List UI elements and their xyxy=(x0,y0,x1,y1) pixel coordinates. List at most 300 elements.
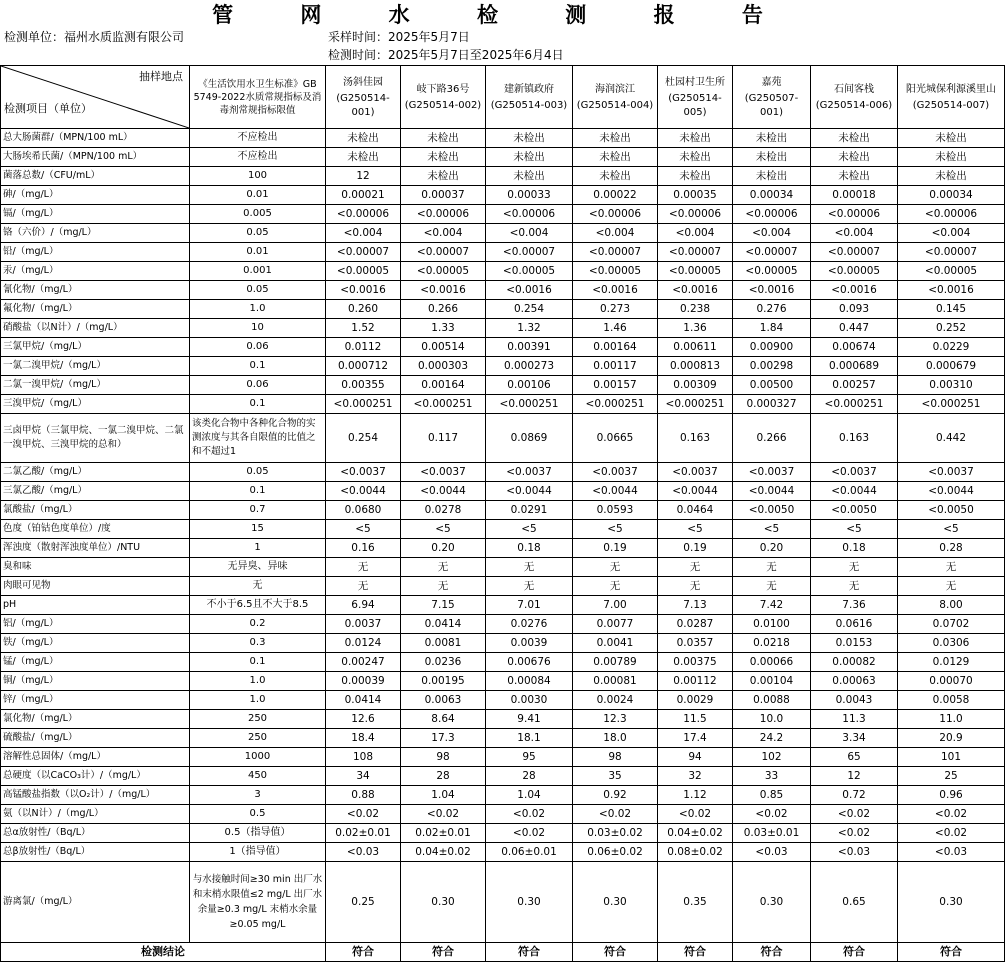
test-item: 氯酸盐/（mg/L） xyxy=(1,501,190,520)
result-value: 0.00257 xyxy=(811,376,898,395)
result-value: 7.13 xyxy=(658,596,733,615)
test-item: 汞/（mg/L） xyxy=(1,262,190,281)
report-title: 管 网 水 检 测 报 告 xyxy=(212,3,793,27)
result-value: 0.00112 xyxy=(658,672,733,691)
result-value: 0.0278 xyxy=(401,501,486,520)
result-value: 0.00309 xyxy=(658,376,733,395)
corner-top-label: 抽样地点 xyxy=(139,70,183,83)
site-header xyxy=(898,66,1005,129)
result-value: 0.00035 xyxy=(658,186,733,205)
result-value: <0.000251 xyxy=(573,395,658,414)
result-value: 0.00081 xyxy=(573,672,658,691)
test-item: 肉眼可见物 xyxy=(1,577,190,596)
result-value: 6.94 xyxy=(326,596,401,615)
result-value: 0.04±0.02 xyxy=(401,843,486,862)
result-value: <0.0037 xyxy=(326,463,401,482)
result-value: 1.46 xyxy=(573,319,658,338)
result-value: <0.03 xyxy=(898,843,1005,862)
result-value: 0.254 xyxy=(486,300,573,319)
result-value: 未检出 xyxy=(658,148,733,167)
result-value: <0.000251 xyxy=(658,395,733,414)
result-value: 0.00033 xyxy=(486,186,573,205)
result-value: 8.64 xyxy=(401,710,486,729)
site-name: 杜园村卫生所 xyxy=(665,77,725,88)
result-value: 未检出 xyxy=(401,167,486,186)
result-value: <0.000251 xyxy=(811,395,898,414)
conclusion-value: 符合 xyxy=(898,943,1005,962)
corner-bottom-label: 检测项目（单位） xyxy=(4,102,92,115)
standard-limit: 1.0 xyxy=(190,691,326,710)
result-value: 未检出 xyxy=(811,148,898,167)
result-value: 0.0593 xyxy=(573,501,658,520)
result-value: <0.004 xyxy=(573,224,658,243)
result-value: <0.0016 xyxy=(326,281,401,300)
result-value: <5 xyxy=(401,520,486,539)
test-item: 三氯乙酸/（mg/L） xyxy=(1,482,190,501)
result-value: <0.00006 xyxy=(573,205,658,224)
standard-limit: 0.005 xyxy=(190,205,326,224)
table-row xyxy=(1,148,1005,167)
result-value: 0.0037 xyxy=(326,615,401,634)
result-value: 0.18 xyxy=(811,539,898,558)
result-value: <0.004 xyxy=(733,224,811,243)
result-value: <0.0016 xyxy=(486,281,573,300)
result-value: 无 xyxy=(898,558,1005,577)
result-value: 0.00104 xyxy=(733,672,811,691)
result-value: <0.0037 xyxy=(658,463,733,482)
standard-limit: 0.1 xyxy=(190,653,326,672)
result-value: 0.0029 xyxy=(658,691,733,710)
result-value: <0.0016 xyxy=(898,281,1005,300)
result-value: 0.266 xyxy=(401,300,486,319)
standard-limit: 10 xyxy=(190,319,326,338)
site-name: 建新镇政府 xyxy=(504,84,554,95)
test-item: 总α放射性/（Bq/L） xyxy=(1,824,190,843)
table-row xyxy=(1,376,1005,395)
result-value: 0.0153 xyxy=(811,634,898,653)
site-name: 石间客栈 xyxy=(834,84,874,95)
result-value: 12 xyxy=(811,767,898,786)
result-value: 0.442 xyxy=(898,414,1005,463)
result-value: <0.00007 xyxy=(573,243,658,262)
standard-limit: 1 xyxy=(190,539,326,558)
table-row xyxy=(1,729,1005,748)
result-value: 0.00676 xyxy=(486,653,573,672)
test-item: 总硬度（以CaCO₃计）/（mg/L） xyxy=(1,767,190,786)
table-row xyxy=(1,395,1005,414)
result-value: 28 xyxy=(401,767,486,786)
result-value: <0.0016 xyxy=(573,281,658,300)
result-value: 0.65 xyxy=(811,862,898,943)
result-value: 32 xyxy=(658,767,733,786)
result-value: <0.00005 xyxy=(573,262,658,281)
standard-limit: 0.06 xyxy=(190,376,326,395)
result-value: 未检出 xyxy=(733,148,811,167)
result-value: 12.6 xyxy=(326,710,401,729)
result-value: 0.30 xyxy=(733,862,811,943)
result-value: <0.004 xyxy=(811,224,898,243)
result-value: <0.02 xyxy=(811,824,898,843)
result-value: 0.20 xyxy=(401,539,486,558)
result-value: 0.00355 xyxy=(326,376,401,395)
result-value: 0.0414 xyxy=(326,691,401,710)
table-row xyxy=(1,501,1005,520)
site-code: (G250514-005) xyxy=(668,93,722,118)
result-value: 0.252 xyxy=(898,319,1005,338)
test-item: 大肠埃希氏菌/（MPN/100 mL） xyxy=(1,148,190,167)
result-value: 0.00034 xyxy=(898,186,1005,205)
site-code: (G250514-006) xyxy=(815,100,893,111)
result-value: 未检出 xyxy=(898,167,1005,186)
result-value: 0.85 xyxy=(733,786,811,805)
standard-limit: 0.001 xyxy=(190,262,326,281)
result-value: 0.273 xyxy=(573,300,658,319)
result-value: 0.00039 xyxy=(326,672,401,691)
table-row xyxy=(1,691,1005,710)
result-value: <0.0044 xyxy=(573,482,658,501)
conclusion-value: 符合 xyxy=(326,943,401,962)
result-value: 0.163 xyxy=(658,414,733,463)
site-name: 阳光城保利源溪里山 xyxy=(906,84,996,95)
result-value: 未检出 xyxy=(658,129,733,148)
standard-limit: 0.1 xyxy=(190,357,326,376)
standard-limit: 0.5 xyxy=(190,805,326,824)
result-value: 未检出 xyxy=(326,148,401,167)
result-value: 未检出 xyxy=(733,129,811,148)
result-value: <0.02 xyxy=(486,824,573,843)
table-row xyxy=(1,482,1005,501)
result-value: 未检出 xyxy=(401,148,486,167)
result-value: 0.30 xyxy=(898,862,1005,943)
result-value: <0.00005 xyxy=(401,262,486,281)
result-value: 1.32 xyxy=(486,319,573,338)
table-row xyxy=(1,463,1005,482)
test-item: 镉/（mg/L） xyxy=(1,205,190,224)
test-item: 三溴甲烷/（mg/L） xyxy=(1,395,190,414)
result-value: 无 xyxy=(811,558,898,577)
result-value: <0.0044 xyxy=(401,482,486,501)
site-header xyxy=(401,66,486,129)
result-value: 0.0229 xyxy=(898,338,1005,357)
test-item: 二氯一溴甲烷/（mg/L） xyxy=(1,376,190,395)
result-value: 0.00391 xyxy=(486,338,573,357)
result-value: <0.02 xyxy=(811,805,898,824)
result-value: <0.00007 xyxy=(811,243,898,262)
table-row xyxy=(1,653,1005,672)
standard-limit: 100 xyxy=(190,167,326,186)
table-row xyxy=(1,596,1005,615)
test-item: 铝/（mg/L） xyxy=(1,615,190,634)
standard-limit: 0.06 xyxy=(190,338,326,357)
test-item: 锌/（mg/L） xyxy=(1,691,190,710)
standard-limit: 0.05 xyxy=(190,224,326,243)
table-row xyxy=(1,615,1005,634)
result-value: <0.02 xyxy=(401,805,486,824)
result-value: 无 xyxy=(811,577,898,596)
result-value: 0.00066 xyxy=(733,653,811,672)
conclusion-value: 符合 xyxy=(733,943,811,962)
result-value: 0.96 xyxy=(898,786,1005,805)
result-value: 0.00310 xyxy=(898,376,1005,395)
result-value: <0.02 xyxy=(733,805,811,824)
table-row xyxy=(1,634,1005,653)
test-item: 氨（以N计）/（mg/L） xyxy=(1,805,190,824)
result-value: <5 xyxy=(573,520,658,539)
result-value: 35 xyxy=(573,767,658,786)
standard-limit: 该类化合物中各种化合物的实测浓度与其各自限值的比值之和不超过1 xyxy=(190,414,326,463)
standard-limit: 1.0 xyxy=(190,672,326,691)
table-row xyxy=(1,843,1005,862)
result-value: 0.00298 xyxy=(733,357,811,376)
site-header xyxy=(811,66,898,129)
testing-time: 检测时间：2025年5月7日至2025年6月4日 xyxy=(328,48,564,62)
result-value: <0.00007 xyxy=(326,243,401,262)
result-value: 无 xyxy=(733,558,811,577)
result-value: 0.0276 xyxy=(486,615,573,634)
result-value: 0.0616 xyxy=(811,615,898,634)
test-item: 硝酸盐（以N计）/（mg/L） xyxy=(1,319,190,338)
result-value: <0.000251 xyxy=(898,395,1005,414)
standard-limit: 0.7 xyxy=(190,501,326,520)
result-value: <0.00006 xyxy=(326,205,401,224)
result-value: 18.0 xyxy=(573,729,658,748)
table-row xyxy=(1,767,1005,786)
standard-limit: 0.1 xyxy=(190,482,326,501)
result-value: 0.00084 xyxy=(486,672,573,691)
result-value: 7.15 xyxy=(401,596,486,615)
result-value: 11.3 xyxy=(811,710,898,729)
result-value: 0.00164 xyxy=(401,376,486,395)
result-value: 未检出 xyxy=(401,129,486,148)
result-value: 0.000327 xyxy=(733,395,811,414)
result-value: 0.0124 xyxy=(326,634,401,653)
result-value: 0.0129 xyxy=(898,653,1005,672)
test-item: 铁/（mg/L） xyxy=(1,634,190,653)
result-value: <0.0037 xyxy=(573,463,658,482)
test-item: 锰/（mg/L） xyxy=(1,653,190,672)
table-row xyxy=(1,862,1005,943)
test-item: 总大肠菌群/（MPN/100 mL） xyxy=(1,129,190,148)
result-value: 未检出 xyxy=(573,148,658,167)
result-value: 28 xyxy=(486,767,573,786)
result-value: <0.02 xyxy=(573,805,658,824)
result-value: 0.72 xyxy=(811,786,898,805)
result-value: 12 xyxy=(326,167,401,186)
result-value: 0.00514 xyxy=(401,338,486,357)
result-value: 0.0043 xyxy=(811,691,898,710)
result-value: 1.12 xyxy=(658,786,733,805)
result-value: 0.117 xyxy=(401,414,486,463)
result-value: 1.04 xyxy=(486,786,573,805)
result-value: 7.42 xyxy=(733,596,811,615)
result-value: 0.30 xyxy=(401,862,486,943)
result-value: 无 xyxy=(326,558,401,577)
result-value: 0.00022 xyxy=(573,186,658,205)
result-value: 108 xyxy=(326,748,401,767)
site-code: (G250514-001) xyxy=(336,93,390,118)
result-value: 11.0 xyxy=(898,710,1005,729)
result-value: <0.03 xyxy=(326,843,401,862)
standard-limit: 不应检出 xyxy=(190,148,326,167)
result-value: 0.0088 xyxy=(733,691,811,710)
site-code: (G250514-002) xyxy=(404,100,482,111)
table-row xyxy=(1,319,1005,338)
standard-limit: 与水接触时间≥30 min 出厂水和末梢水限值≤2 mg/L 出厂水余量≥0.3 mg/L 末梢水余量≥0.05 mg/L xyxy=(190,862,326,943)
test-item: pH xyxy=(1,596,190,615)
result-value: <0.00005 xyxy=(898,262,1005,281)
result-value: 无 xyxy=(658,577,733,596)
result-value: 0.447 xyxy=(811,319,898,338)
standard-limit: 1（指导值） xyxy=(190,843,326,862)
result-value: 1.36 xyxy=(658,319,733,338)
result-value: 未检出 xyxy=(486,167,573,186)
result-value: <0.0044 xyxy=(486,482,573,501)
result-value: 无 xyxy=(401,558,486,577)
result-value: 0.03±0.02 xyxy=(573,824,658,843)
standard-header: 《生活饮用水卫生标准》GB 5749-2022水质常规指标及消毒剂常规指标限值 xyxy=(190,66,326,129)
result-value: <0.00006 xyxy=(658,205,733,224)
test-item: 总β放射性/（Bq/L） xyxy=(1,843,190,862)
report-table xyxy=(0,65,1005,962)
result-value: 未检出 xyxy=(658,167,733,186)
result-value: <0.00006 xyxy=(401,205,486,224)
result-value: 0.0081 xyxy=(401,634,486,653)
conclusion-value: 符合 xyxy=(401,943,486,962)
result-value: 未检出 xyxy=(573,129,658,148)
result-value: <0.0050 xyxy=(811,501,898,520)
result-value: <0.0044 xyxy=(898,482,1005,501)
result-value: 11.5 xyxy=(658,710,733,729)
result-value: <0.00005 xyxy=(811,262,898,281)
result-value: <0.004 xyxy=(401,224,486,243)
result-value: 0.0665 xyxy=(573,414,658,463)
result-value: 未检出 xyxy=(811,167,898,186)
result-value: 1.04 xyxy=(401,786,486,805)
standard-limit: 15 xyxy=(190,520,326,539)
standard-limit: 0.2 xyxy=(190,615,326,634)
test-item: 游离氯/（mg/L） xyxy=(1,862,190,943)
result-value: 0.0058 xyxy=(898,691,1005,710)
result-value: 0.00106 xyxy=(486,376,573,395)
result-value: 0.28 xyxy=(898,539,1005,558)
result-value: <0.0016 xyxy=(658,281,733,300)
result-value: 0.19 xyxy=(658,539,733,558)
result-value: <0.00006 xyxy=(733,205,811,224)
result-value: <5 xyxy=(811,520,898,539)
result-value: 8.00 xyxy=(898,596,1005,615)
result-value: 未检出 xyxy=(326,129,401,148)
result-value: 1.84 xyxy=(733,319,811,338)
table-row xyxy=(1,262,1005,281)
result-value: 0.00157 xyxy=(573,376,658,395)
test-item: 铅/（mg/L） xyxy=(1,243,190,262)
result-value: 0.163 xyxy=(811,414,898,463)
result-value: <0.00007 xyxy=(658,243,733,262)
result-value: 0.00070 xyxy=(898,672,1005,691)
result-value: <0.0037 xyxy=(898,463,1005,482)
result-value: 0.00021 xyxy=(326,186,401,205)
result-value: <0.02 xyxy=(658,805,733,824)
site-header xyxy=(573,66,658,129)
result-value: 0.0357 xyxy=(658,634,733,653)
site-header xyxy=(326,66,401,129)
table-row xyxy=(1,357,1005,376)
result-value: 0.00500 xyxy=(733,376,811,395)
result-value: 95 xyxy=(486,748,573,767)
result-value: <0.03 xyxy=(811,843,898,862)
result-value: 24.2 xyxy=(733,729,811,748)
test-item: 氰化物/（mg/L） xyxy=(1,281,190,300)
result-value: 0.00018 xyxy=(811,186,898,205)
result-value: 98 xyxy=(401,748,486,767)
result-value: <0.00005 xyxy=(486,262,573,281)
result-value: <0.0016 xyxy=(401,281,486,300)
test-item: 铬（六价）/（mg/L） xyxy=(1,224,190,243)
result-value: <0.00005 xyxy=(326,262,401,281)
table-row xyxy=(1,824,1005,843)
result-value: <0.00006 xyxy=(898,205,1005,224)
result-value: <0.004 xyxy=(326,224,401,243)
result-value: <0.0050 xyxy=(733,501,811,520)
result-value: <0.02 xyxy=(898,805,1005,824)
result-value: <0.0037 xyxy=(401,463,486,482)
standard-limit: 0.01 xyxy=(190,186,326,205)
standard-limit: 250 xyxy=(190,710,326,729)
result-value: 0.03±0.01 xyxy=(733,824,811,843)
site-code: (G250514-004) xyxy=(576,100,654,111)
result-value: 0.00375 xyxy=(658,653,733,672)
result-value: 20.9 xyxy=(898,729,1005,748)
test-item: 高锰酸盐指数（以O₂计）/（mg/L） xyxy=(1,786,190,805)
result-value: 0.00034 xyxy=(733,186,811,205)
result-value: 无 xyxy=(658,558,733,577)
result-value: <0.02 xyxy=(898,824,1005,843)
table-row xyxy=(1,805,1005,824)
result-value: 0.88 xyxy=(326,786,401,805)
standard-limit: 0.1 xyxy=(190,395,326,414)
result-value: <0.004 xyxy=(658,224,733,243)
result-value: 0.0063 xyxy=(401,691,486,710)
table-row xyxy=(1,167,1005,186)
site-name: 嘉苑 xyxy=(761,77,782,88)
result-value: 0.000273 xyxy=(486,357,573,376)
standard-limit: 不应检出 xyxy=(190,129,326,148)
result-value: <0.00006 xyxy=(486,205,573,224)
result-value: 25 xyxy=(898,767,1005,786)
test-item: 砷/（mg/L） xyxy=(1,186,190,205)
result-value: <0.0044 xyxy=(733,482,811,501)
result-value: 0.000712 xyxy=(326,357,401,376)
standard-limit: 3 xyxy=(190,786,326,805)
result-value: 0.0041 xyxy=(573,634,658,653)
result-value: 0.04±0.02 xyxy=(658,824,733,843)
result-value: <5 xyxy=(658,520,733,539)
result-value: 无 xyxy=(898,577,1005,596)
result-value: 0.00900 xyxy=(733,338,811,357)
result-value: 0.0030 xyxy=(486,691,573,710)
testing-unit: 检测单位：福州水质监测有限公司 xyxy=(4,30,185,44)
result-value: 未检出 xyxy=(486,129,573,148)
result-value: <0.000251 xyxy=(486,395,573,414)
table-row xyxy=(1,224,1005,243)
result-value: 0.30 xyxy=(573,862,658,943)
result-value: 65 xyxy=(811,748,898,767)
result-value: 无 xyxy=(486,577,573,596)
result-value: 101 xyxy=(898,748,1005,767)
table-row xyxy=(1,281,1005,300)
result-value: 未检出 xyxy=(486,148,573,167)
result-value: <0.0044 xyxy=(658,482,733,501)
